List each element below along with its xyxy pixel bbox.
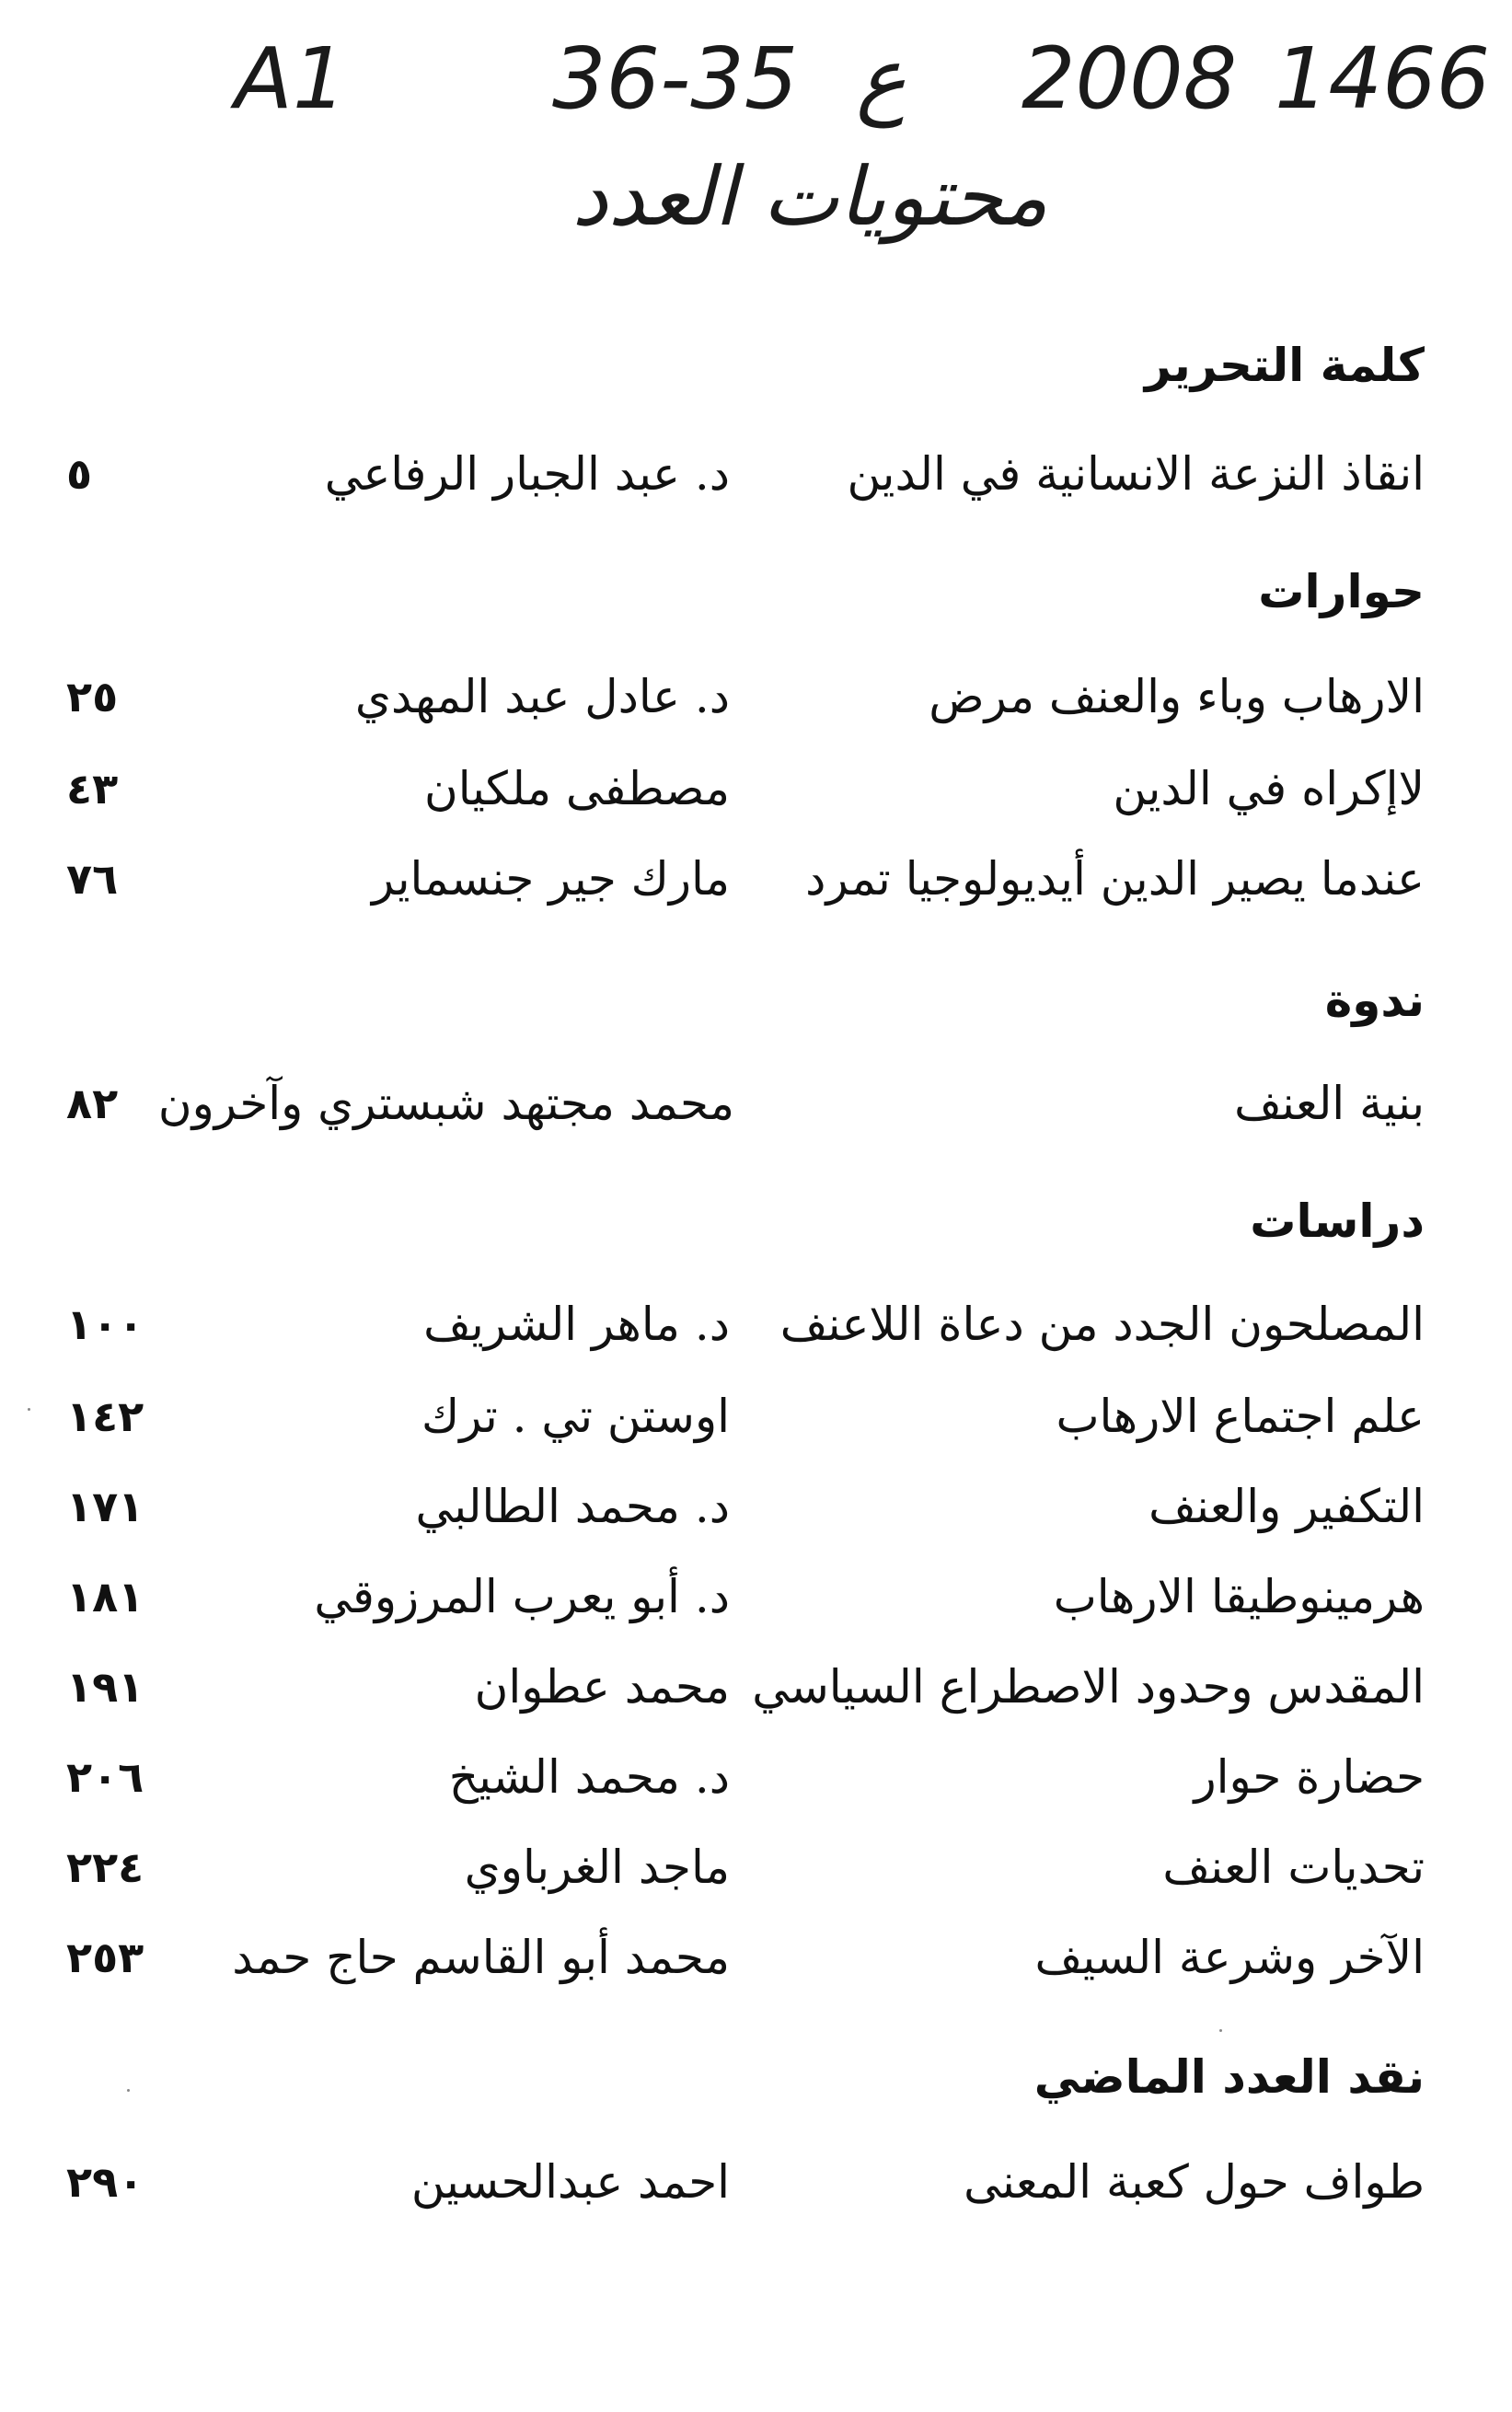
entry-title: التكفير والعنف — [1148, 1480, 1425, 1533]
entry-page-number: ٧٦ — [66, 854, 119, 904]
entry-page-number: ٢٢٤ — [66, 1842, 144, 1892]
toc-entry[interactable] — [0, 1384, 1512, 1448]
toc-entry[interactable] — [0, 1564, 1512, 1629]
handwritten-issue-mark: ع — [856, 29, 906, 128]
entry-author: احمد عبدالحسين — [410, 2155, 730, 2209]
toc-entry[interactable] — [0, 1474, 1512, 1539]
handwritten-contents-title: محتويات العدد — [571, 149, 1048, 244]
entry-author: د. أبو يعرب المرزوقي — [314, 1570, 730, 1623]
toc-entry[interactable] — [0, 1071, 1512, 1136]
toc-entry[interactable] — [0, 664, 1512, 729]
entry-author: اوستن تي . ترك — [421, 1390, 730, 1443]
entry-page-number: ٤٣ — [66, 764, 119, 814]
entry-author: محمد أبو القاسم حاج حمد — [232, 1931, 730, 1984]
entry-page-number: ٨٢ — [66, 1079, 119, 1128]
entry-title: الارهاب وباء والعنف مرض — [929, 670, 1425, 723]
entry-page-number: ٥ — [66, 449, 93, 499]
handwritten-hijri-year: 1466 — [1275, 29, 1491, 128]
section-heading-critique: نقد العدد الماضي — [1033, 2050, 1425, 2104]
entry-page-number: ١٠٠ — [66, 1299, 144, 1349]
toc-entry[interactable] — [0, 442, 1512, 506]
entry-page-number: ٢٥ — [66, 672, 119, 721]
entry-title: لاإكراه في الدين — [1113, 762, 1425, 815]
entry-author: د. محمد الطالبي — [415, 1480, 730, 1533]
handwritten-shelf-code: A1 — [235, 29, 347, 128]
entry-author: محمد مجتهد شبستري وآخرون — [157, 1077, 734, 1130]
entry-author: د. عادل عبد المهدي — [354, 670, 730, 723]
toc-entry[interactable] — [0, 756, 1512, 821]
entry-author: ماجد الغرباوي — [464, 1841, 730, 1894]
entry-title: بنية العنف — [1234, 1077, 1425, 1130]
entry-page-number: ١٨١ — [66, 1572, 144, 1621]
entry-author: د. عبد الجبار الرفاعي — [324, 447, 730, 501]
entry-author: مصطفى ملكيان — [423, 762, 730, 815]
toc-entry[interactable] — [0, 1835, 1512, 1899]
entry-title: المصلحون الجدد من دعاة اللاعنف — [779, 1298, 1425, 1351]
section-heading-editorial: كلمة التحرير — [1144, 339, 1425, 392]
entry-title: حضارة حوار — [1194, 1750, 1425, 1804]
entry-title: المقدس وحدود الاصطراع السياسي — [752, 1660, 1425, 1714]
entry-page-number: ١٩١ — [66, 1662, 144, 1712]
section-heading-seminar: ندوة — [1324, 974, 1425, 1027]
scan-speck — [127, 2089, 130, 2092]
toc-entry[interactable] — [0, 1655, 1512, 1719]
entry-author: محمد عطوان — [474, 1660, 730, 1714]
entry-page-number: ٢٠٦ — [66, 1752, 144, 1802]
entry-title: عندما يصير الدين أيديولوجيا تمرد — [805, 852, 1425, 906]
toc-entry[interactable] — [0, 2150, 1512, 2214]
entry-title: علم اجتماع الارهاب — [1056, 1390, 1425, 1443]
entry-page-number: ١٤٢ — [66, 1391, 144, 1441]
toc-entry[interactable] — [0, 1292, 1512, 1356]
entry-page-number: ٢٥٣ — [66, 1933, 144, 1982]
toc-entry[interactable] — [0, 847, 1512, 911]
handwritten-page-range: 36-35 — [552, 29, 799, 128]
toc-entry[interactable] — [0, 1925, 1512, 1990]
entry-title: انقاذ النزعة الانسانية في الدين — [847, 447, 1425, 501]
entry-author: مارك جير جنسماير — [372, 852, 730, 906]
entry-author: د. محمد الشيخ — [448, 1750, 730, 1804]
handwritten-year: 2008 — [1021, 29, 1238, 128]
entry-author: د. ماهر الشريف — [423, 1298, 730, 1351]
entry-title: طواف حول كعبة المعنى — [964, 2155, 1425, 2209]
entry-title: تحديات العنف — [1162, 1841, 1425, 1894]
entry-page-number: ١٧١ — [66, 1482, 144, 1531]
entry-title: الآخر وشرعة السيف — [1034, 1931, 1425, 1984]
toc-entry[interactable] — [0, 1745, 1512, 1809]
entry-title: هرمينوطيقا الارهاب — [1053, 1570, 1425, 1623]
section-heading-studies: دراسات — [1250, 1194, 1425, 1248]
entry-page-number: ٢٩٠ — [66, 2157, 144, 2207]
scan-speck — [28, 1408, 30, 1411]
section-heading-interviews: حوارات — [1258, 565, 1425, 618]
scan-speck — [1219, 2029, 1222, 2032]
